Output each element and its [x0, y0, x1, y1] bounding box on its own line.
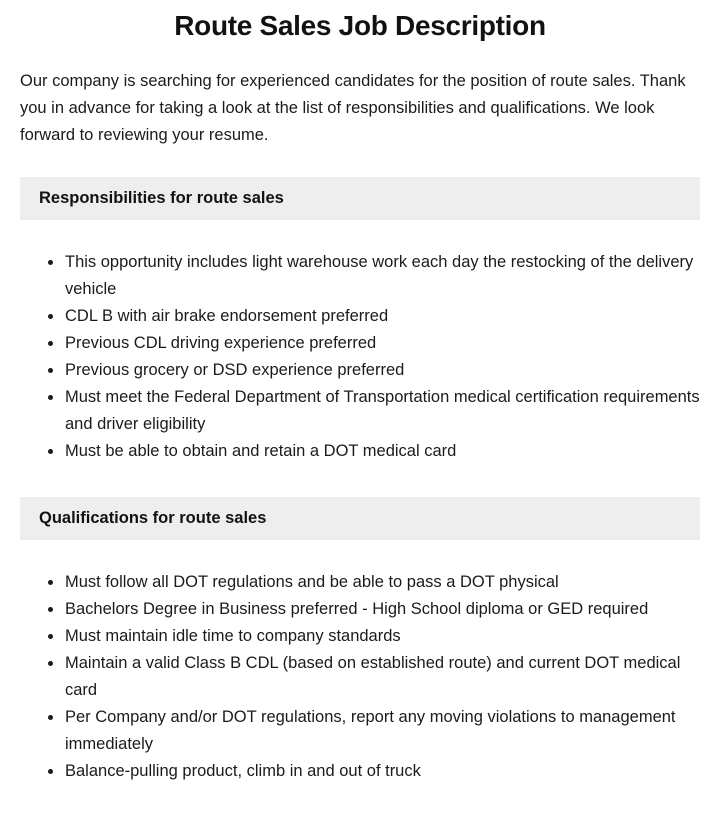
section-header-responsibilities: Responsibilities for route sales	[20, 177, 700, 220]
list-item: • Balance-pulling product, climb in and out of truck	[64, 758, 700, 785]
list-item: • Must be able to obtain and retain a DOT medical card	[64, 438, 700, 465]
list-item: • Must follow all DOT regulations and be able to pass a DOT physical	[64, 569, 700, 596]
list-item: • This opportunity includes light warehouse work each day the restocking of the delivery vehicle	[64, 249, 700, 303]
qualifications-list	[20, 569, 700, 785]
list-item: • Previous grocery or DSD experience preferred	[64, 357, 700, 384]
list-item: • Previous CDL driving experience preferred	[64, 330, 700, 357]
section-responsibilities	[20, 177, 700, 465]
section-qualifications	[20, 497, 700, 785]
list-item: • CDL B with air brake endorsement preferred	[64, 303, 700, 330]
list-item: • Per Company and/or DOT regulations, report any moving violations to management immediately	[64, 704, 700, 758]
intro-paragraph: Our company is searching for experienced candidates for the position of route sales. Thank you in advance for taking a look at the list of responsibilities and qualifications. We look forward to reviewing your resume.	[20, 72, 686, 144]
section-header-qualifications: Qualifications for route sales	[20, 497, 700, 540]
list-item: • Maintain a valid Class B CDL (based on established route) and current DOT medical card	[64, 650, 700, 704]
list-item: • Must maintain idle time to company standards	[64, 623, 700, 650]
page-title: Route Sales Job Description	[174, 10, 546, 41]
list-item: • Must meet the Federal Department of Transportation medical certification requirements and driver eligibility	[64, 384, 700, 438]
list-item: • Bachelors Degree in Business preferred - High School diploma or GED required	[64, 596, 700, 623]
responsibilities-list	[20, 249, 700, 465]
